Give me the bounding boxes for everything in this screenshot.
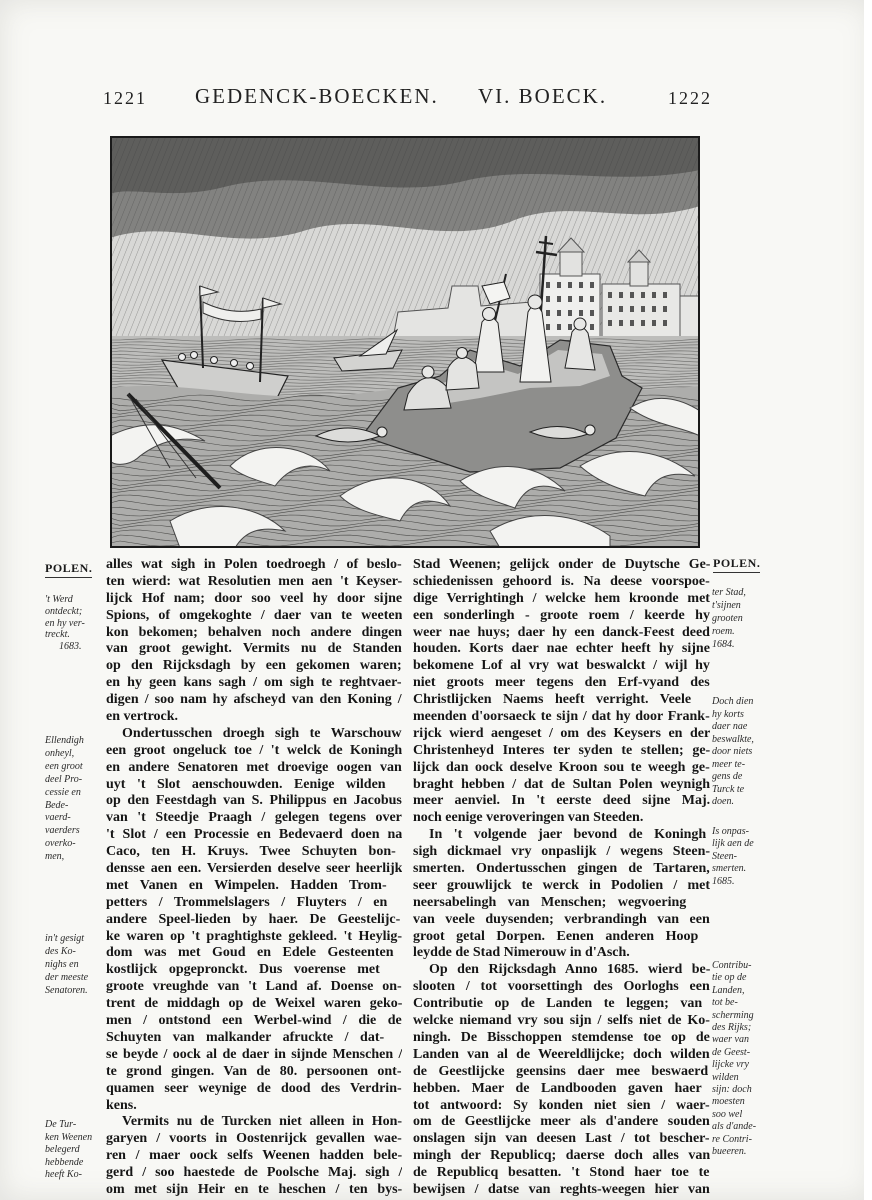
margin-note	[712, 587, 770, 652]
kneeling-figure-head	[457, 348, 468, 359]
running-title: GEDENCK-BOECKEN.	[195, 84, 439, 108]
margin-note-line: als d'ande-	[712, 1121, 757, 1133]
city-window	[590, 324, 594, 330]
margin-note-line: wilden	[712, 1071, 739, 1083]
text-line: meer aenviel. In 't eerste deed sijne Maj.	[413, 793, 710, 809]
city-window	[546, 324, 550, 330]
scan-edge	[864, 0, 872, 1200]
margin-note-line: 1684.	[712, 638, 735, 650]
sailor-head	[211, 357, 218, 364]
text-line: Christenheyd Interes ter syden te stellen; ge-	[413, 742, 710, 758]
text-line: Christlijcken Naems heeft verright. Veele	[413, 692, 692, 708]
drowning-figure-head	[377, 427, 387, 437]
city-window	[579, 310, 583, 316]
city-window	[546, 310, 550, 316]
margin-note-line: grooten	[712, 612, 743, 624]
text-line: van 't Steedje Praagh / gelegen tegens over	[106, 810, 402, 826]
text-line: densse aen een. Versierden deselve seer heerlijk	[106, 861, 402, 877]
margin-note-line: des Ko-	[45, 945, 76, 957]
text-line: groot getal Dorpen. Eenen anderen Hoop	[413, 928, 699, 944]
city-window	[619, 306, 623, 312]
text-line: sigh dickmael vry onpaslijk / wegens Steen-	[413, 844, 710, 860]
city-window	[557, 324, 561, 330]
text-line: en hy geen kans sagh / om sigh te reghtvaer-	[106, 675, 402, 691]
city-window	[641, 306, 645, 312]
text-line: digen / soo nam hy afscheyd van den Koning /	[106, 692, 402, 708]
city-window	[546, 296, 550, 302]
margin-note-line: men,	[45, 851, 65, 863]
text-line: en vertrock.	[106, 709, 179, 725]
margin-note-line: de Geest-	[712, 1046, 751, 1058]
city-window	[663, 306, 667, 312]
text-line: rijck wierd aengeset / om des Keysers en der	[413, 725, 710, 741]
text-line: hebben. Maer de Landbooden gaven haer	[413, 1080, 702, 1096]
margin-note-line: een groot	[45, 760, 83, 772]
margin-note-line: lijk aen de	[712, 838, 754, 850]
text-line: een sonderlingh - groote roem / keerde hy	[413, 607, 710, 623]
margin-heading-right: POLEN.	[713, 556, 760, 573]
margin-note-line: sijn: doch	[712, 1084, 752, 1096]
sailor-head	[191, 352, 198, 359]
margin-note-line: daer nae	[712, 721, 748, 732]
margin-note	[712, 696, 770, 809]
margin-note-line: gens de	[712, 771, 743, 782]
text-line: en andere Senatoren met droevige oogen van	[106, 759, 402, 775]
book-number: VI. BOECK.	[478, 84, 608, 108]
margin-note-line: lijcke vry	[712, 1059, 749, 1071]
text-line: op den Rijcksdagh by een gekomen waren;	[106, 658, 402, 674]
priest-head	[528, 295, 542, 309]
text-line: met Vanen en Wimpelen. Hadden Trom-	[106, 877, 387, 893]
text-line: meenden d'oorsaeck te sijn / dat hy door Frank-	[413, 709, 710, 725]
text-line: alles wat sigh in Polen toedroegh / of beslo-	[106, 557, 402, 572]
text-line: te grond gingen. Van de 80. persoonen ont-	[106, 1063, 402, 1079]
text-line: leydde de Stad Nimerouw in d'Asch.	[413, 945, 630, 961]
city-window	[546, 282, 550, 288]
city-window	[557, 282, 561, 288]
text-line: Ondertusschen droegh sigh te Warschouw	[122, 725, 402, 741]
city-tower	[560, 252, 582, 276]
page-number-left: 1221	[103, 88, 147, 108]
text-line: schiedenissen gehoord is. Na deese voorspoe-	[413, 573, 710, 589]
text-line: houden. Korts daer nae echter heeft hy sijne	[413, 641, 710, 657]
text-line: lijck Hof nam; door soo veel hy door sijne	[106, 590, 402, 606]
margin-note-line: hebbende	[45, 1156, 84, 1168]
city-window	[590, 296, 594, 302]
text-column-right	[413, 557, 710, 1200]
city-window	[652, 292, 656, 298]
margin-note-line: en hy ver-	[45, 617, 85, 629]
city-window	[568, 324, 572, 330]
text-line: seer grouwlijck te werck in Podolien / met	[413, 877, 710, 893]
text-line: groote vreughde van 't Land af. Doense on-	[106, 979, 402, 995]
margin-note-line: Contribu-	[712, 960, 752, 971]
margin-note-line: Bede-	[45, 799, 69, 811]
text-line: kon bekomen; behalven noch andere dingen	[106, 624, 402, 640]
text-line: welcke niemand vry sou sijn / selfs niet de Ko-	[413, 1013, 710, 1029]
city-window	[663, 292, 667, 298]
margin-note-line: des Rijks;	[712, 1022, 752, 1034]
pilgrim-head	[574, 318, 586, 330]
text-line: kostlijck opgepronckt. Dus voerense met	[106, 962, 380, 978]
text-line: Vermits nu de Turcken niet alleen in Hon-	[122, 1114, 402, 1130]
text-line: bekomene Lof al vry wat beswalckt / wijl hy	[413, 658, 710, 674]
margin-note	[45, 735, 103, 864]
text-line: slooten / tot voorsettingh des Oorloghs een	[413, 979, 710, 995]
text-line: uyt 't Slot aenschouwden. Eenige wilden	[106, 776, 386, 792]
city-window	[557, 310, 561, 316]
margin-note-line: in't gesigt	[45, 933, 85, 944]
text-line: garyen / voorts in Oostenrijck gevallen wae-	[106, 1131, 402, 1147]
text-line: kens.	[106, 1097, 137, 1113]
text-line: de Republicq besatten. 't Stond haer toe te	[413, 1165, 710, 1181]
text-line: gerd / soo haestede de Poolsche Maj. sigh /	[106, 1165, 402, 1181]
margin-note-line: Is onpas-	[712, 826, 749, 837]
margin-note	[712, 826, 770, 888]
page-number-right: 1222	[668, 88, 712, 108]
text-line: lijck dan oock deselve Kroon sou te weegh ge-	[413, 759, 710, 775]
margin-note-line: vaerd-	[45, 812, 71, 824]
city-window	[641, 292, 645, 298]
kneeling-figure-head	[422, 366, 434, 378]
city-window	[652, 320, 656, 326]
city-window	[568, 310, 572, 316]
margin-note-line: tot be-	[712, 997, 738, 1009]
margin-note-line: ter Stad,	[712, 587, 746, 598]
text-line: niet groots meer tegens den Erf-vyand des	[413, 675, 710, 691]
text-line: se beyde / oock al de daer in sijnde Menschen /	[106, 1046, 402, 1062]
margin-note-line: roem.	[712, 625, 735, 637]
margin-note-line: soo wel	[712, 1108, 743, 1120]
margin-note-line: der meeste	[45, 971, 89, 983]
text-line: In 't volgende jaer bevond de Koningh	[429, 827, 707, 843]
text-line: Spions, of omgekoghte / daer van te weeten	[106, 607, 402, 623]
banner-bearer-head	[483, 308, 496, 321]
text-line: een groot ongeluck toe / 't welck de Koningh	[106, 742, 402, 758]
city-window	[619, 292, 623, 298]
margin-note	[45, 933, 103, 998]
margin-note-line: bueeren.	[712, 1146, 747, 1158]
margin-note-line: Senatoren.	[45, 984, 88, 996]
margin-note-line: Landen,	[712, 984, 745, 996]
city-window	[619, 320, 623, 326]
margin-note-line: deel Pro-	[45, 773, 83, 785]
margin-note-line: hy korts	[712, 708, 744, 720]
margin-note-line: moesten	[712, 1096, 745, 1108]
city-window	[630, 292, 634, 298]
text-line: op den Feestdagh van S. Philippus en Jacobus	[106, 793, 402, 809]
text-line: ningh. De Bisschoppen stemdense toe op de	[413, 1029, 710, 1045]
margin-note-line: De Tur-	[45, 1119, 77, 1130]
city-window	[579, 296, 583, 302]
text-line: om met sijn Heir en te heschen / ten bys-	[106, 1181, 402, 1197]
text-line: Stad Weenen; gelijck onder de Duytsche Ge-	[413, 557, 710, 572]
city-window	[608, 320, 612, 326]
text-line: petters / Trommelslagers / Fluyters / en	[106, 894, 388, 910]
text-line: Landen van al de Weereldlijcke; doch wilden	[413, 1046, 710, 1062]
margin-note-line: overko-	[45, 838, 76, 850]
engraving-illustration	[110, 136, 700, 548]
text-line: bewijsen / datse van reghts-weegen hier van	[413, 1181, 710, 1197]
city-window	[608, 292, 612, 298]
text-line: om de Geestlijcke meer als d'andere souden	[413, 1114, 710, 1130]
margin-note-line: smerten.	[712, 863, 747, 875]
text-line: neersabelingh van Menschen; wegvoering	[413, 894, 687, 910]
margin-heading-left: POLEN.	[45, 561, 92, 578]
margin-note-line: beswalkte,	[712, 733, 754, 745]
city-window	[630, 306, 634, 312]
margin-note-line: treckt.	[45, 629, 70, 641]
margin-note-line: heeft Ko-	[45, 1169, 82, 1181]
text-line: men / ontstond een Werbel-wind / die de	[106, 1013, 402, 1029]
margin-note-line: cessie en	[45, 786, 81, 798]
sailor-head	[179, 354, 186, 361]
text-column-left	[106, 557, 402, 1200]
city-window	[557, 296, 561, 302]
text-line: Schuyten van malkander afruckte / dat-	[106, 1029, 385, 1045]
text-line: tot antwoord: Sy konden niet sien / waer-	[413, 1097, 710, 1113]
drowning-figure-head	[585, 425, 595, 435]
text-line: dom was met Goud en Edele Gesteenten	[106, 945, 394, 961]
text-line: Caco, ten H. Kruys. Twee Schuyten bon-	[106, 844, 396, 860]
text-line: quamen seer weynige de dood des Verdrin-	[106, 1080, 402, 1096]
text-line: van veele duysenden; verbrandingh van een	[413, 911, 710, 927]
text-line: braght hebben / dat de Sultan Polen weynigh	[413, 776, 710, 792]
city-window	[608, 306, 612, 312]
margin-note-line: onheyl,	[45, 747, 75, 759]
margin-note-line: 1685.	[712, 875, 735, 887]
margin-note-line: t'sijnen	[712, 599, 741, 611]
city-window	[568, 282, 572, 288]
margin-note-line: 't Werd	[45, 594, 73, 605]
city-window	[652, 306, 656, 312]
margin-note-line: meer te-	[712, 758, 746, 770]
text-line: van groot gewight. Vermits nu de Standen	[106, 641, 402, 657]
text-line: ten wierd: wat Resolutien men aen 't Keyser-	[106, 573, 402, 589]
margin-note-line: Doch dien	[712, 696, 754, 707]
text-line: Contributie op de Landen te leggen; van	[413, 996, 703, 1012]
margin-note-line: ontdeckt;	[45, 605, 83, 617]
margin-note-line: waer van	[712, 1034, 749, 1046]
margin-note-line: ken Weenen	[45, 1131, 93, 1143]
margin-note-line: Turck te	[712, 783, 745, 795]
margin-note-line: doen.	[712, 796, 734, 807]
margin-note-line: re Contri-	[712, 1133, 752, 1145]
margin-note-line: door niets	[712, 746, 753, 757]
text-line: smerten. Ondertusschen gingen de Tartaren,	[413, 861, 710, 877]
text-line: weer nae huys; daer hy een danck-Feest deed	[413, 624, 710, 640]
city-tower	[630, 262, 648, 286]
margin-note-line: 1683.	[59, 641, 82, 653]
margin-note-line: scherming	[712, 1009, 754, 1021]
margin-note-line: Ellendigh	[45, 735, 84, 746]
text-line: mingh der Republicq; daerse doch alles van	[413, 1148, 710, 1164]
city-window	[641, 320, 645, 326]
text-line: de Geestlijcke geensins daer mee beswaerd	[413, 1063, 709, 1079]
text-line: andere Speel-lieden by haer. De Geestelijc-	[106, 911, 401, 927]
text-line: Op den Rijcksdagh Anno 1685. wierd be-	[429, 962, 710, 978]
sailor-head	[231, 360, 238, 367]
city-window	[590, 282, 594, 288]
city-window	[590, 310, 594, 316]
text-line: ke waren op 't praghtighste gekleed. 't Heylig-	[106, 928, 402, 944]
margin-note	[712, 960, 770, 1159]
city-window	[568, 296, 572, 302]
text-line: ren / maer oock selfs Weenen hadden bele-	[106, 1148, 402, 1164]
text-line: 't Slot / een Processie en Bedevaerd doen na	[106, 827, 402, 843]
margin-note	[45, 1119, 103, 1182]
margin-note-line: Steen-	[712, 850, 737, 862]
margin-note-line: tie op de	[712, 972, 747, 984]
city-window	[579, 282, 583, 288]
text-line: noch eenige veroveringen van Steeden.	[413, 810, 644, 826]
sailor-head	[247, 363, 254, 370]
city-window	[630, 320, 634, 326]
margin-note-line: belegerd	[45, 1144, 80, 1156]
margin-note-line: nighs en	[45, 958, 79, 970]
margin-note-line: vaerders	[45, 825, 80, 837]
text-line: dige Verrightingh / welcke hem kroonde met	[413, 590, 710, 606]
city-window	[663, 320, 667, 326]
text-line: trent de middagh op de Weixel waren geko-	[106, 996, 402, 1012]
text-line: onslagen sijn van deesen Last / tot bescher-	[413, 1131, 710, 1147]
margin-note	[45, 594, 103, 653]
